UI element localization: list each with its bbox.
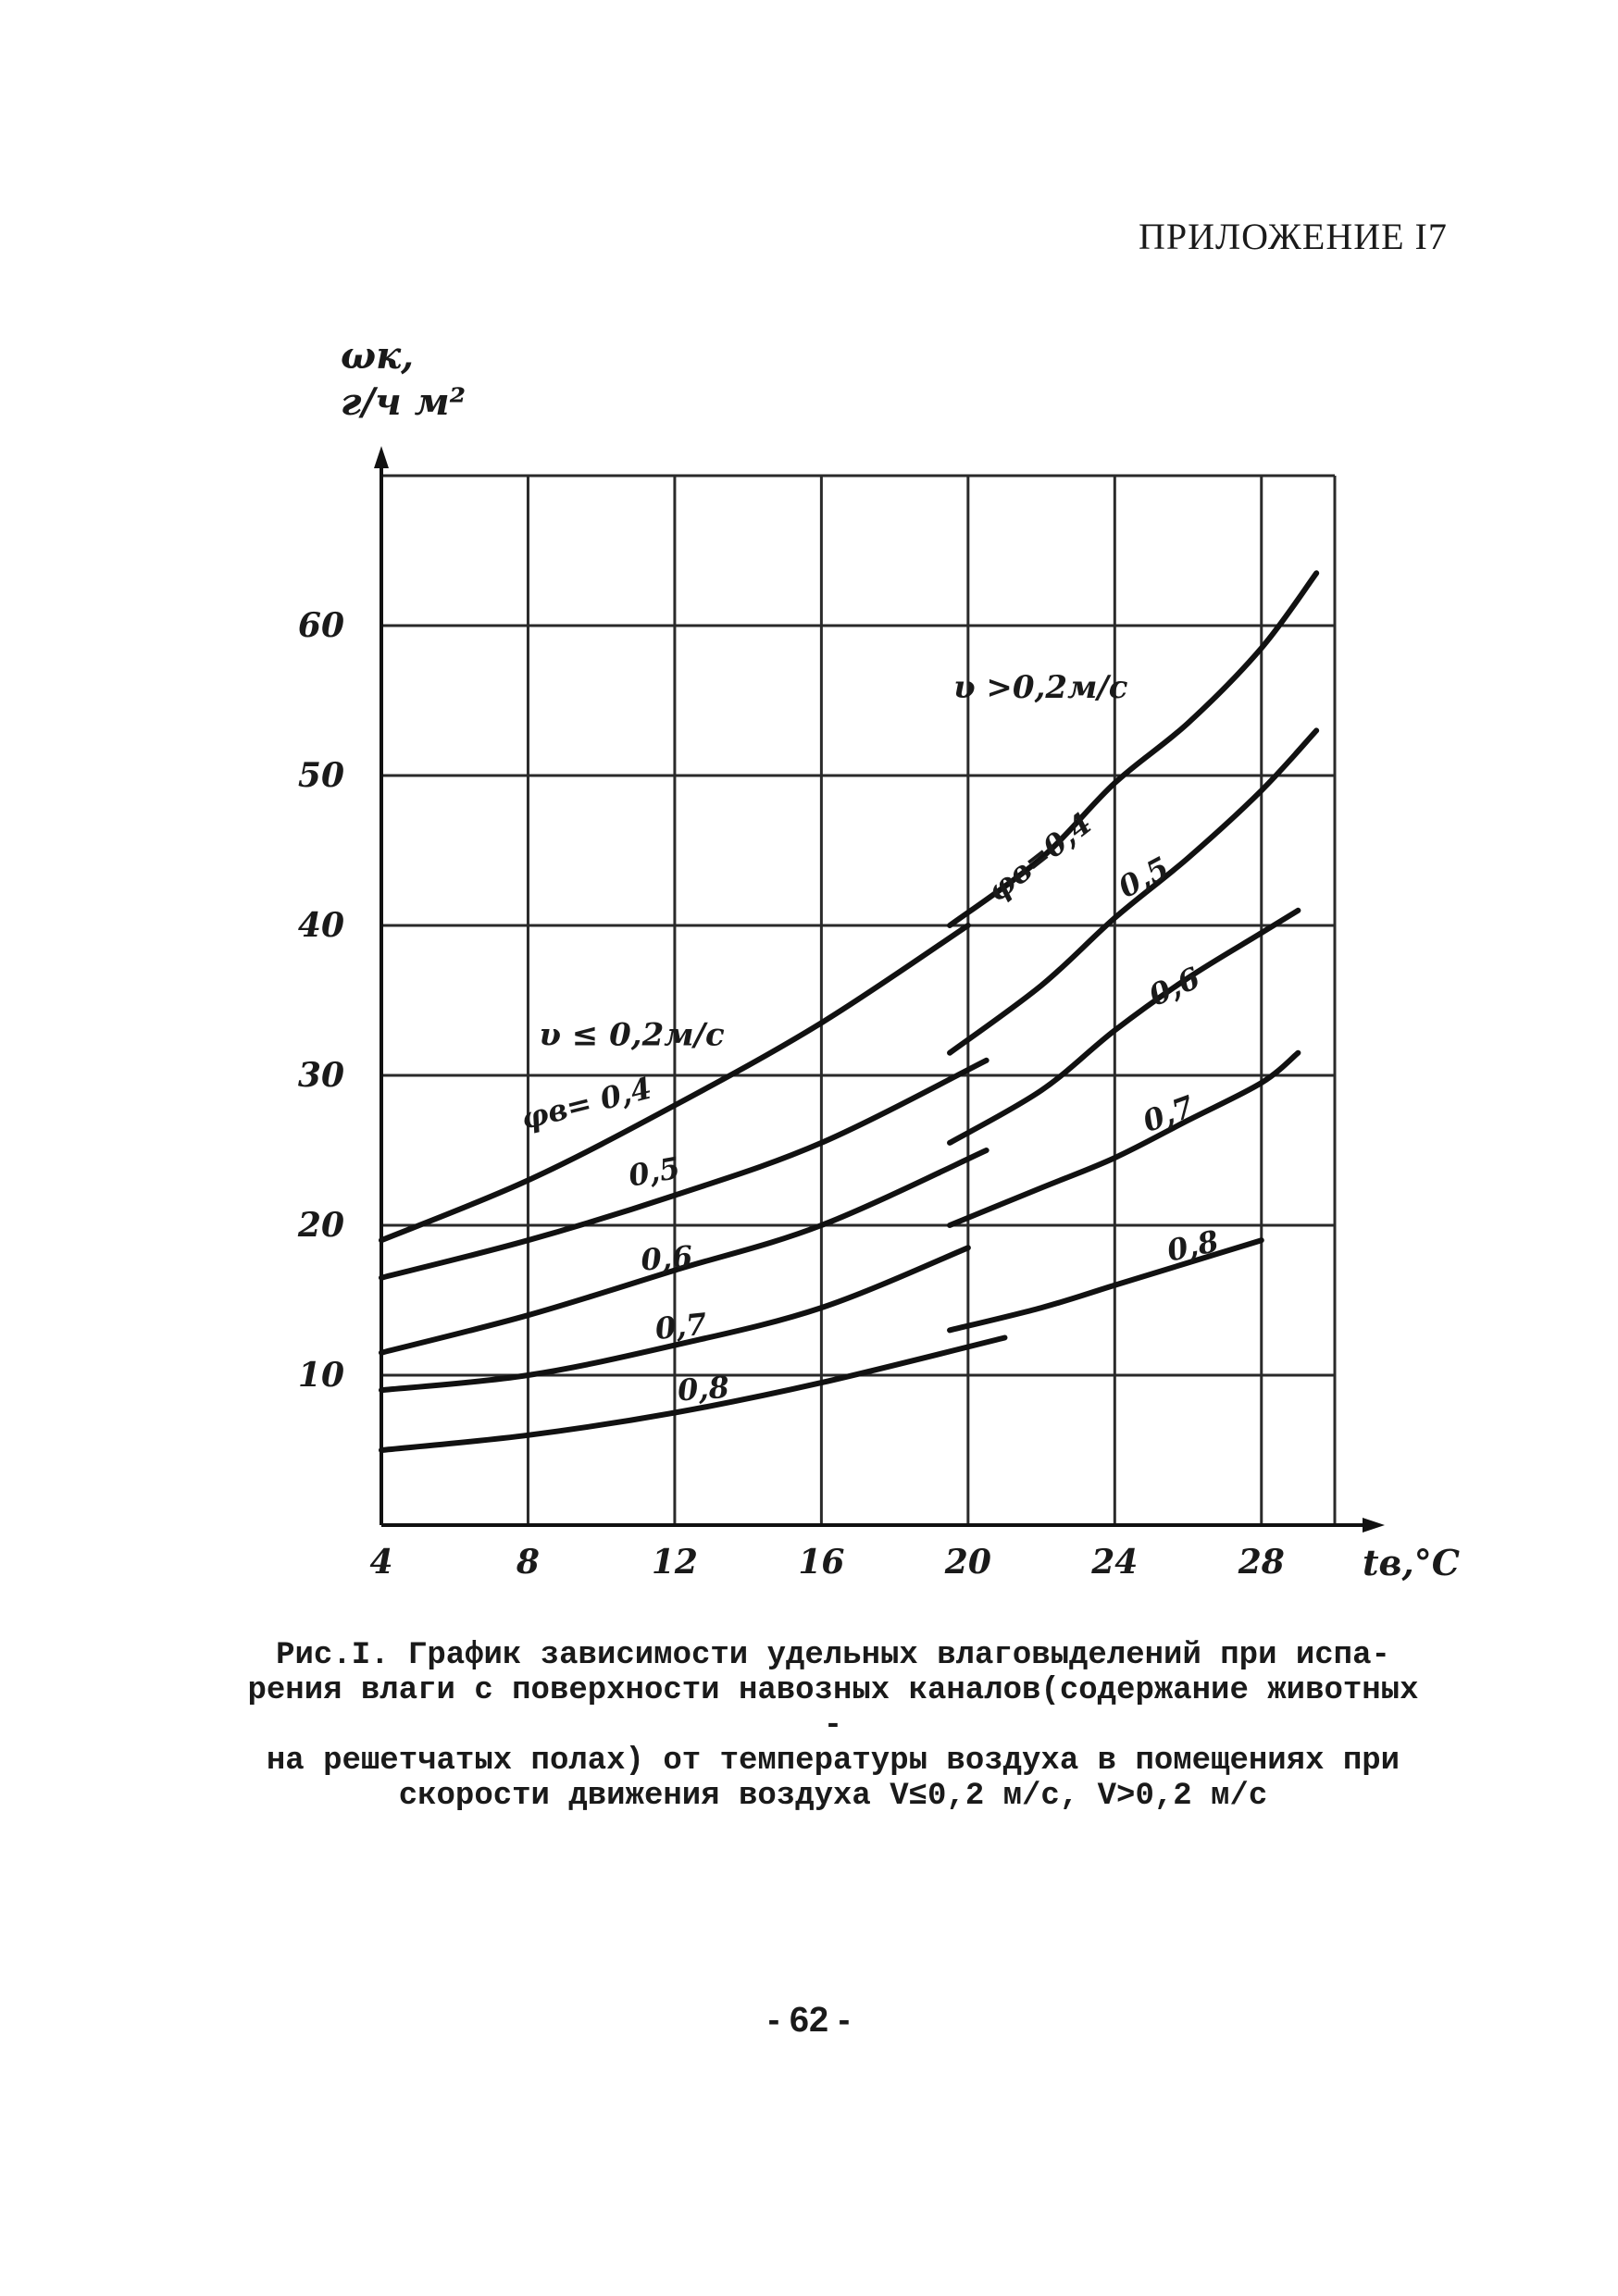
x-tick-label: 16 [798, 1543, 845, 1582]
y-tick-label: 50 [297, 756, 344, 795]
y-tick-label: 60 [297, 606, 344, 645]
series-label-right: 0,6 [1143, 960, 1205, 1013]
series-label-right: 0,5 [1113, 850, 1176, 905]
tick-labels [297, 606, 1460, 1583]
y-tick-label: 30 [297, 1056, 344, 1095]
series-line [950, 911, 1298, 1143]
group-label-low-velocity: υ ≤ 0,2м/с [539, 1016, 725, 1054]
group-label-high-velocity: υ >0,2м/с [953, 668, 1128, 706]
y-tick-label: 20 [297, 1206, 344, 1245]
x-tick-label: 8 [516, 1543, 540, 1582]
series-label-left: 0,6 [640, 1238, 694, 1278]
series-label-right: 0,8 [1164, 1222, 1222, 1269]
y-tick-label: 10 [297, 1356, 344, 1395]
page-number: - 62 - [767, 2001, 851, 2040]
series-label-right: 0,7 [1138, 1088, 1200, 1140]
series-label-left: 0,5 [626, 1149, 683, 1194]
x-tick-label: 20 [944, 1543, 991, 1582]
x-axis-arrow [1363, 1518, 1385, 1533]
caption-line-4: скорости движения воздуха V≤0,2 м/с, V>0,2 м/с [398, 1779, 1268, 1814]
y-tick-label: 40 [297, 906, 344, 945]
series-line [950, 1053, 1298, 1225]
x-axis-label: tв,°C [1363, 1542, 1460, 1583]
x-tick-label: 28 [1238, 1543, 1285, 1582]
caption-line-1: Рис.I. График зависимости удельных влаговыделений при испа- [276, 1638, 1390, 1673]
x-tick-label: 4 [369, 1543, 393, 1582]
series-label-left: 0,7 [653, 1306, 709, 1347]
series-lines [381, 573, 1316, 1450]
series-label-left: 0,8 [676, 1369, 730, 1409]
series-label-right: φв=0,4 [980, 805, 1099, 910]
y-axis-label-line-1: ωк, [341, 334, 415, 378]
appendix-header: ПРИЛОЖЕНИЕ I7 [1139, 216, 1448, 257]
caption-line-2: рения влаги с поверхности навозных каналов(содержание животных - [247, 1673, 1419, 1744]
figure-caption [231, 1638, 1435, 1814]
x-tick-label: 12 [651, 1543, 698, 1582]
y-axis-label-line-2: г/ч м² [341, 380, 467, 424]
caption-line-3: на решетчатых полах) от температуры воздуха в помещениях при [266, 1744, 1400, 1779]
y-axis-arrow [374, 446, 389, 468]
series-label-left: φв= 0,4 [517, 1070, 655, 1137]
x-tick-label: 24 [1091, 1543, 1139, 1582]
